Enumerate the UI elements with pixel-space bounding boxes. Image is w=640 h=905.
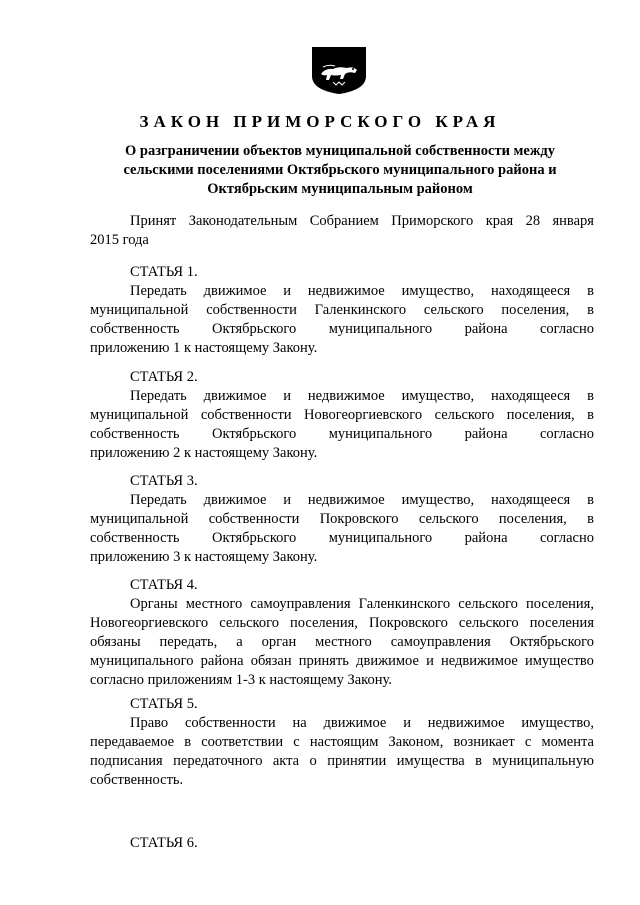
word: находящееся bbox=[490, 492, 571, 508]
word: Новогеоргиевского bbox=[303, 407, 423, 423]
justified-line bbox=[90, 529, 594, 548]
word: имущества bbox=[396, 753, 465, 769]
justified-line bbox=[90, 282, 594, 301]
word: передаваемое bbox=[90, 734, 175, 750]
word: Передать bbox=[130, 492, 187, 508]
justified-line bbox=[90, 614, 594, 633]
word: сельского bbox=[418, 511, 479, 527]
word: настоящим bbox=[309, 734, 379, 750]
word: имущество, bbox=[521, 715, 594, 731]
word: сельского bbox=[219, 615, 279, 631]
word: муниципальной bbox=[90, 511, 189, 527]
word: Октябрьского bbox=[509, 634, 594, 650]
word: края bbox=[485, 213, 514, 229]
word: Галенкинского bbox=[358, 596, 451, 612]
justified-line bbox=[90, 752, 594, 771]
word: муниципального bbox=[328, 426, 433, 442]
word: имущество, bbox=[401, 283, 475, 299]
word: местного bbox=[315, 634, 372, 650]
word: на bbox=[292, 715, 307, 731]
adoption-note bbox=[90, 212, 594, 250]
justified-line bbox=[90, 406, 594, 425]
word: передать, bbox=[159, 634, 218, 650]
word: имущество, bbox=[401, 492, 475, 508]
word: обязан bbox=[250, 653, 292, 669]
word: недвижимое bbox=[441, 653, 518, 669]
word: самоуправления bbox=[250, 596, 351, 612]
word: недвижимое bbox=[427, 715, 505, 731]
word: и bbox=[426, 653, 434, 669]
word: орган bbox=[261, 634, 297, 650]
law-subject bbox=[90, 142, 590, 199]
word: сельского bbox=[458, 596, 518, 612]
word: согласно bbox=[539, 530, 594, 546]
article-body bbox=[90, 282, 594, 358]
word: 28 bbox=[525, 213, 541, 229]
word: недвижимое bbox=[307, 492, 385, 508]
word: в bbox=[587, 388, 594, 404]
article-body bbox=[90, 714, 594, 790]
word: муниципального bbox=[328, 530, 433, 546]
word: в bbox=[587, 302, 594, 318]
word: района bbox=[464, 530, 508, 546]
word: Приморского bbox=[391, 213, 474, 229]
word: поселения, bbox=[290, 615, 358, 631]
justified-line bbox=[90, 212, 594, 231]
article-heading: СТАТЬЯ 5. bbox=[130, 696, 198, 712]
word: собственность bbox=[90, 426, 180, 442]
word: момента bbox=[541, 734, 594, 750]
word: поселения, bbox=[506, 407, 575, 423]
text-line: согласно приложениям 1-3 к настоящему Закону. bbox=[90, 672, 392, 688]
text-line: приложению 3 к настоящему Закону. bbox=[90, 549, 318, 565]
word: подписания bbox=[90, 753, 163, 769]
word: собственности bbox=[208, 511, 300, 527]
word: с bbox=[524, 734, 532, 750]
word: движимое bbox=[203, 492, 267, 508]
word: в bbox=[475, 753, 482, 769]
word: недвижимое bbox=[307, 283, 385, 299]
article-body bbox=[90, 387, 594, 463]
word: сельского bbox=[434, 407, 495, 423]
word: Октябрьского bbox=[212, 426, 297, 442]
word: и bbox=[283, 388, 292, 404]
word: Право bbox=[130, 715, 169, 731]
word: Законом, bbox=[388, 734, 444, 750]
justified-line bbox=[90, 510, 594, 529]
justified-line bbox=[90, 652, 594, 671]
word: муниципального bbox=[328, 321, 433, 337]
word: января bbox=[552, 213, 594, 229]
text-line: 2015 года bbox=[90, 232, 149, 248]
word: сельского bbox=[423, 302, 484, 318]
word: собственность bbox=[90, 321, 180, 337]
text-line: приложению 2 к настоящему Закону. bbox=[90, 445, 318, 461]
word: Новогеоргиевского bbox=[90, 615, 209, 631]
word: Покровского bbox=[319, 511, 399, 527]
word: движимое bbox=[203, 388, 267, 404]
word: соответствии bbox=[201, 734, 284, 750]
word: в bbox=[587, 492, 594, 508]
word: находящееся bbox=[490, 283, 571, 299]
article-heading: СТАТЬЯ 2. bbox=[130, 369, 198, 385]
word: движимое bbox=[323, 715, 387, 731]
justified-line bbox=[90, 733, 594, 752]
word: принятии bbox=[327, 753, 387, 769]
word: обязаны bbox=[90, 634, 141, 650]
word: самоуправления bbox=[390, 634, 491, 650]
article-body bbox=[90, 491, 594, 567]
text-line: приложению 1 к настоящему Закону. bbox=[90, 340, 318, 356]
word: местного bbox=[185, 596, 243, 612]
word: Октябрьского bbox=[212, 321, 297, 337]
word: и bbox=[283, 492, 292, 508]
word: возникает bbox=[453, 734, 515, 750]
article-heading: СТАТЬЯ 1. bbox=[130, 264, 198, 280]
text-line: собственность. bbox=[90, 772, 184, 788]
justified-line bbox=[90, 633, 594, 652]
word: в bbox=[587, 407, 594, 423]
word: Покровского bbox=[368, 615, 448, 631]
word: Органы bbox=[130, 596, 178, 612]
word: акта bbox=[272, 753, 300, 769]
word: поселения, bbox=[498, 511, 567, 527]
word: поселения, bbox=[501, 302, 570, 318]
word: поселения, bbox=[526, 596, 594, 612]
word: с bbox=[293, 734, 300, 750]
word: Законодательным bbox=[188, 213, 298, 229]
word: Передать bbox=[130, 283, 187, 299]
word: района bbox=[200, 653, 244, 669]
word: собственности bbox=[184, 715, 276, 731]
word: собственность bbox=[90, 530, 180, 546]
word: муниципальной bbox=[90, 407, 189, 423]
justified-line bbox=[90, 320, 594, 339]
word: имущество, bbox=[401, 388, 475, 404]
law-title: ЗАКОН ПРИМОРСКОГО КРАЯ bbox=[139, 112, 501, 131]
word: в bbox=[587, 283, 594, 299]
justified-line bbox=[90, 595, 594, 614]
word: муниципальной bbox=[90, 302, 189, 318]
word: и bbox=[283, 283, 292, 299]
word: муниципальную bbox=[492, 753, 594, 769]
word: муниципального bbox=[90, 653, 194, 669]
word: о bbox=[309, 753, 317, 769]
word: Принят bbox=[130, 213, 177, 229]
word: Собранием bbox=[309, 213, 379, 229]
word: в bbox=[587, 511, 594, 527]
word: поселения bbox=[529, 615, 594, 631]
subject-line: О разграничении объектов муниципальной собственности между bbox=[125, 143, 555, 159]
word: недвижимое bbox=[307, 388, 385, 404]
word: движимое bbox=[203, 283, 267, 299]
word: а bbox=[236, 634, 243, 650]
justified-line bbox=[90, 491, 594, 510]
word: Октябрьского bbox=[212, 530, 297, 546]
word: в bbox=[184, 734, 192, 750]
article-heading: СТАТЬЯ 6. bbox=[130, 835, 198, 851]
word: района bbox=[464, 426, 508, 442]
word: сельского bbox=[458, 615, 519, 631]
word: согласно bbox=[539, 426, 594, 442]
word: Передать bbox=[130, 388, 187, 404]
justified-line bbox=[90, 425, 594, 444]
primorsky-coat-of-arms-icon bbox=[309, 44, 369, 96]
word: Галенкинского bbox=[314, 302, 407, 318]
subject-line: сельскими поселениями Октябрьского муниципального района и bbox=[123, 162, 557, 178]
word: собственности bbox=[206, 302, 297, 318]
word: района bbox=[464, 321, 508, 337]
justified-line bbox=[90, 387, 594, 406]
word: собственности bbox=[200, 407, 292, 423]
article-heading: СТАТЬЯ 3. bbox=[130, 473, 198, 489]
article-body bbox=[90, 595, 594, 690]
justified-line bbox=[90, 714, 594, 733]
justified-line bbox=[90, 301, 594, 320]
word: движимое bbox=[356, 653, 419, 669]
word: и bbox=[403, 715, 411, 731]
word: находящееся bbox=[490, 388, 571, 404]
article-heading: СТАТЬЯ 4. bbox=[130, 577, 198, 593]
word: согласно bbox=[539, 321, 594, 337]
word: имущество bbox=[525, 653, 594, 669]
subject-line: Октябрьским муниципальным районом bbox=[207, 181, 473, 197]
word: принять bbox=[298, 653, 349, 669]
word: передаточного bbox=[173, 753, 263, 769]
